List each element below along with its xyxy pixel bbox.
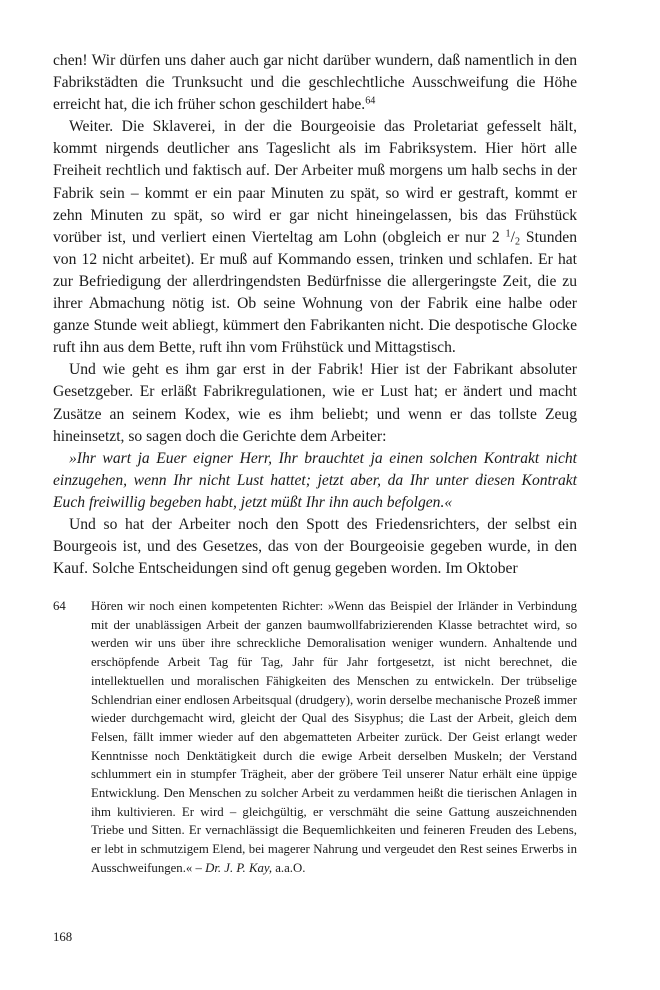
paragraph-3: Und wie geht es ihm gar erst in der Fabrik! Hier ist der Fabrikant absoluter Gesetzgeber. Er erläßt Fabrikregulationen, wie er Lust hat; er ändert und macht Zusätze an seinem Kodex, wie es ihm beliebt; und wenn er das tollste Zeug hineinsetzt, so sagen doch die Gerichte dem Arbeiter: <box>53 361 577 445</box>
paragraph-2 <box>53 116 577 359</box>
footnote-number: 64 <box>53 599 66 613</box>
footnote-reference[interactable]: 64 <box>365 95 376 107</box>
footnote-author: Dr. J. P. Kay, <box>205 860 273 875</box>
paragraph-4: Und so hat der Arbeiter noch den Spott des Friedensrichters, der selbst ein Bourgeois ist, und des Gesetzes, das von der Bourgeoisie gegeben wurde, in den Kauf. Solche Entscheidungen sind oft genug gegeben worden. Im Oktober <box>53 515 577 578</box>
fraction-two-and-a-half: 2 $^1/_2$ <box>491 228 520 248</box>
paragraph-1-text: chen! Wir dürfen uns daher auch gar nicht darüber wundern, daß namentlich in den Fabrikstädten die Trunksucht und die geschlechtliche Ausschweifung die Höhe erreicht hat, die ich früher schon geschildert habe. <box>53 52 577 114</box>
page-number: 168 <box>53 930 73 944</box>
footnote-text <box>91 597 577 878</box>
footnote-body: Hören wir noch einen kompetenten Richter: »Wenn das Beispiel der Irländer in Verbindung mit der unablässigen Arbeit der ganzen baumwollfabrizierenden Klasse betrachtet wird, so werden wir uns über ihre schreckliche Demoralisation weniger wundern. Anhaltende und erschöpfende Arbeit Tag für Tag, Jahr für Jahr fortgesetzt, ist nicht berechnet, die intellektuellen und moralischen Fähigkeiten des Menschen zu entwickeln. Der trübselige Schlendrian einer endlosen Arbeitsqual (drudgery), worin derselbe mechanische Prozeß immer wieder durchgemacht wird, gleicht der Qual des Sisyphus; die Last der Arbeit, gleich dem Felsen, fällt immer wieder auf den abgematteten Arbeiter zurück. Der Geist erlangt weder Kenntnisse noch Denktätigkeit durch die ewige Arbeit derselben Muskeln; der Verstand schlummert ein in stumpfer Trägheit, aber der gröbere Teil unserer Natur erhält eine üppige Entwicklung. Den Menschen zu solcher Arbeit zu verdammen heißt die tierischen Anlagen in ihm kultivieren. Er wird – gleichgültig, er verschmäht die seine Gattung auszeichnenden Triebe und Sitten. Er vernachlässigt die Bequemlichkeiten und feineren Freuden des Lebens, er lebt in schmutzigem Elend, bei magerer Nahrung und vergeudet den Rest seines Erwerbs in Ausschweifungen.« – <box>91 599 577 875</box>
paragraph-2-text-a: Weiter. Die Sklaverei, in der die Bourgeoisie das Proletariat gefesselt hält, kommt nirgends deutlicher ans Tageslicht als im Fabriksystem. Hier hört alle Freiheit rechtlich und faktisch auf. Der Arbeiter muß morgens um halb sechs in der Fabrik sein – kommt er ein paar Minuten zu spät, so wird er gestraft, kommt er zehn Minuten zu spät, so wird er gar nicht hineingelassen, bis das Frühstück vorüber ist, und verliert einen Vierteltag am Lohn (obgleich er nur <box>53 118 577 246</box>
footnote-source: a.a.O. <box>275 860 306 875</box>
paragraph-2-text-b: Stunden von 12 nicht arbeitet). Er muß auf Kommando essen, trinken und schlafen. Er hat zur Befriedigung der allerdringendsten Bedürfnisse die allergeringste Zeit, die zu ihrer Abmachung nötig ist. Ob seine Wohnung von der Fabrik eine halbe oder ganze Stunde weit abliegt, kümmert den Fabrikanten nicht. Die despotische Glocke ruft ihn aus dem Bette, ruft ihn vom Frühstück und Mittagstisch. <box>53 228 578 357</box>
footnote <box>53 597 577 878</box>
main-text <box>53 50 577 580</box>
court-quote: »Ihr wart ja Euer eigner Herr, Ihr brauchtet ja einen solchen Kontrakt nicht einzugehen, wenn Ihr nicht Lust hattet; jetzt aber, da Ihr unter diesen Kontrakt Euch freiwillig begeben habt, jetzt müßt Ihr ihn auch befolgen.« <box>53 449 577 511</box>
paragraph-1 <box>53 50 577 116</box>
